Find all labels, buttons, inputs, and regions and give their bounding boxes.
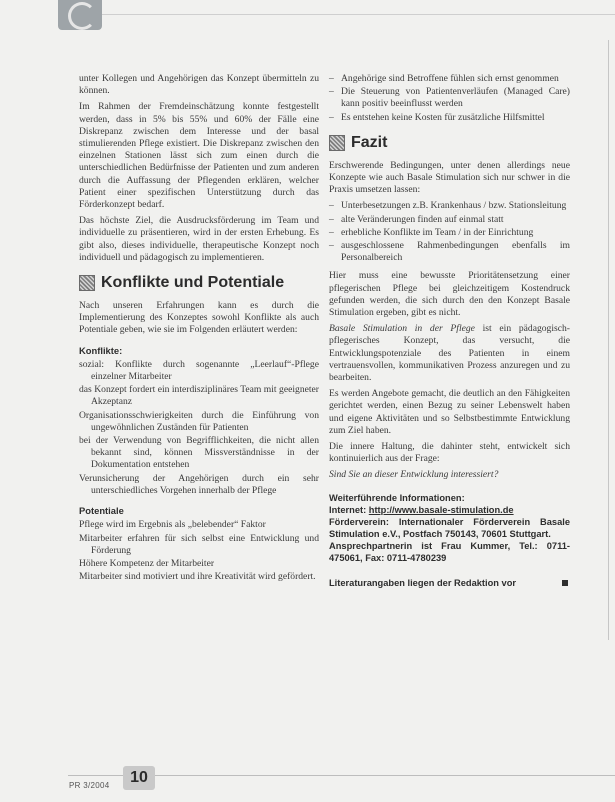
- journal-issue: PR 3/2004: [69, 781, 110, 790]
- conflicts-list: [79, 359, 319, 497]
- section-intro: Nach unseren Erfahrungen kann es durch die Implementierung des Konzeptes sowohl Konflikte als auch Potentiale geben, wie sie im Folgenden erläutert werden:: [79, 300, 319, 336]
- section-heading-fazit: [329, 134, 570, 152]
- journal-logo: [58, 0, 102, 30]
- further-info: [329, 492, 570, 564]
- fazit-paragraph-4: Die innere Haltung, die dahinter steht, entwickelt sich kontinuierlich aus der Frage:: [329, 441, 570, 465]
- fazit-paragraph-1: Hier muss eine bewusste Prioritätensetzung einer pflegerischen Pflege bei gleichzeitigem Kostendruck gefunden werden, die sich durch den den Konzept Basale Stimulation ergeben, gibt es nicht.: [329, 270, 570, 319]
- fazit-intro: Erschwerende Bedingungen, unter denen allerdings neue Konzepte wie auch Basale Stimulation sich nur schwer in die Praxis umsetzen lassen:: [329, 159, 570, 196]
- info-verein: Förderverein: Internationaler Förderverein Basale Stimulation e.V., Postfach 750143, 70601 Stuttgart.: [329, 516, 570, 539]
- info-internet-label: Internet:: [329, 504, 369, 515]
- info-contact: Ansprechpartnerin ist Frau Kummer, Tel.: 0711-475061, Fax: 0711-4780239: [329, 540, 570, 563]
- list-item: – Die Steuerung von Patientenverläufen (Managed Care) kann positiv beeinflusst werden: [329, 86, 570, 110]
- list-item: – Es entstehen keine Kosten für zusätzliche Hilfsmittel: [329, 112, 570, 124]
- hindrances-list: [329, 200, 570, 264]
- list-item: – ausgeschlossene Rahmenbedingungen ebenfalls im Personalbereich: [329, 240, 570, 264]
- hatched-square-icon: [79, 275, 95, 291]
- benefits-list: [329, 73, 570, 124]
- conflicts-heading: Konflikte:: [79, 344, 123, 356]
- section-title: Fazit: [351, 133, 388, 151]
- list-item: bei der Verwendung von Begrifflichkeiten, die nicht allen bekannt sind, können Missverständnisse in der Dokumentation entstehen: [79, 435, 319, 471]
- fazit-question: Sind Sie an dieser Entwicklung interessiert?: [329, 469, 499, 481]
- list-item: Pflege wird im Ergebnis als „belebender“ Faktor: [79, 519, 266, 531]
- list-item: Mitarbeiter sind motiviert und ihre Kreativität wird gefördert.: [79, 571, 316, 583]
- swirl-icon: [68, 2, 96, 30]
- section-title: Konflikte und Potentiale: [101, 274, 285, 292]
- intro-paragraph-3: Das höchste Ziel, die Ausdrucksförderung im Team und individuelle zu präsentieren, wird in der ersten Erhebung. Es gibt also, dieses individuelle, therapeutische Konzept noch individuell und pädagogisch zu implementieren.: [79, 215, 319, 263]
- literature-note-text: Literaturangaben liegen der Redaktion vor: [329, 577, 517, 588]
- list-item: – Unterbesetzungen z.B. Krankenhaus / bzw. Stationsleitung: [329, 200, 570, 212]
- website-link[interactable]: http://www.basale-stimulation.de: [368, 504, 514, 515]
- page-number: 10: [123, 766, 155, 790]
- end-mark-icon: [562, 580, 568, 586]
- list-item: – alte Veränderungen finden auf einmal statt: [329, 214, 570, 226]
- list-item: Organisationsschwierigkeiten durch die Einführung von ungewöhnlichen Zuständen für Patienten: [79, 409, 319, 433]
- list-item: das Konzept fordert ein interdisziplinäres Team mit geeigneter Akzeptanz: [79, 384, 319, 408]
- section-heading-konflikte: [79, 274, 319, 292]
- list-item: Verunsicherung der Angehörigen durch ein sehr unterschiedliches Vorgehen innerhalb der Pflege: [79, 472, 319, 496]
- fazit-paragraph-2: [329, 323, 570, 384]
- left-column: [79, 73, 319, 589]
- potentials-heading: Potentiale: [79, 505, 124, 517]
- list-item: – erhebliche Konflikte im Team / in der Einrichtung: [329, 227, 570, 239]
- list-item: Höhere Kompetenz der Mitarbeiter: [79, 557, 215, 569]
- info-heading: Weiterführende Informationen:: [329, 492, 465, 503]
- right-column: [329, 73, 570, 589]
- fazit-paragraph-3: Es werden Angebote gemacht, die deutlich an den Fähigkeiten gerichtet werden, einen Bezug zu seiner Lebenswelt haben und eigene Aktivitäten und so Selbstbestimmte Entwicklung zum Ziel haben.: [329, 388, 570, 436]
- literature-note: [329, 577, 570, 589]
- potentials-list: [79, 519, 319, 583]
- intro-paragraph-1: unter Kollegen und Angehörigen das Konzept übermitteln zu können.: [79, 73, 319, 97]
- hatched-square-icon: [329, 135, 345, 151]
- header-rule: [102, 14, 615, 15]
- page-edge-line: [608, 40, 609, 640]
- fazit-paragraph-2-text: ist ein pädagogisch-pflegerisches Konzept, das versucht, die Entwicklungspotenziale des Patienten in einem vertrauensvollen, kommunikativen Prozess anzuregen und zu bearbeiten.: [329, 323, 570, 384]
- list-item: – Angehörige sind Betroffene fühlen sich ernst genommen: [329, 73, 570, 85]
- list-item: sozial: Konflikte durch sogenannte „Leerlauf“-Pflege einzelner Mitarbeiter: [79, 358, 319, 383]
- intro-paragraph-2: Im Rahmen der Fremdeinschätzung konnte festgestellt werden, dass in 5% bis 55% und 60% der Fälle eine Diskrepanz zwischen dem Interesse und der basal stimulierenden Pflege existiert. Die Diskrepanz zwischen den einzelnen Stationen lässt sich zum einen durch die unterschiedlichen Bedürfnisse der Patienten und zum anderen durch die Auffassung der Pflegenden erklären, welcher Patient einer spezifischen Unterstützung durch das Förderkonzept bedarf.: [79, 101, 319, 211]
- info-internet: [329, 504, 570, 516]
- concept-name: Basale Stimulation in der Pflege: [329, 323, 475, 335]
- list-item: Mitarbeiter erfahren für sich selbst eine Entwicklung und Förderung: [79, 532, 319, 556]
